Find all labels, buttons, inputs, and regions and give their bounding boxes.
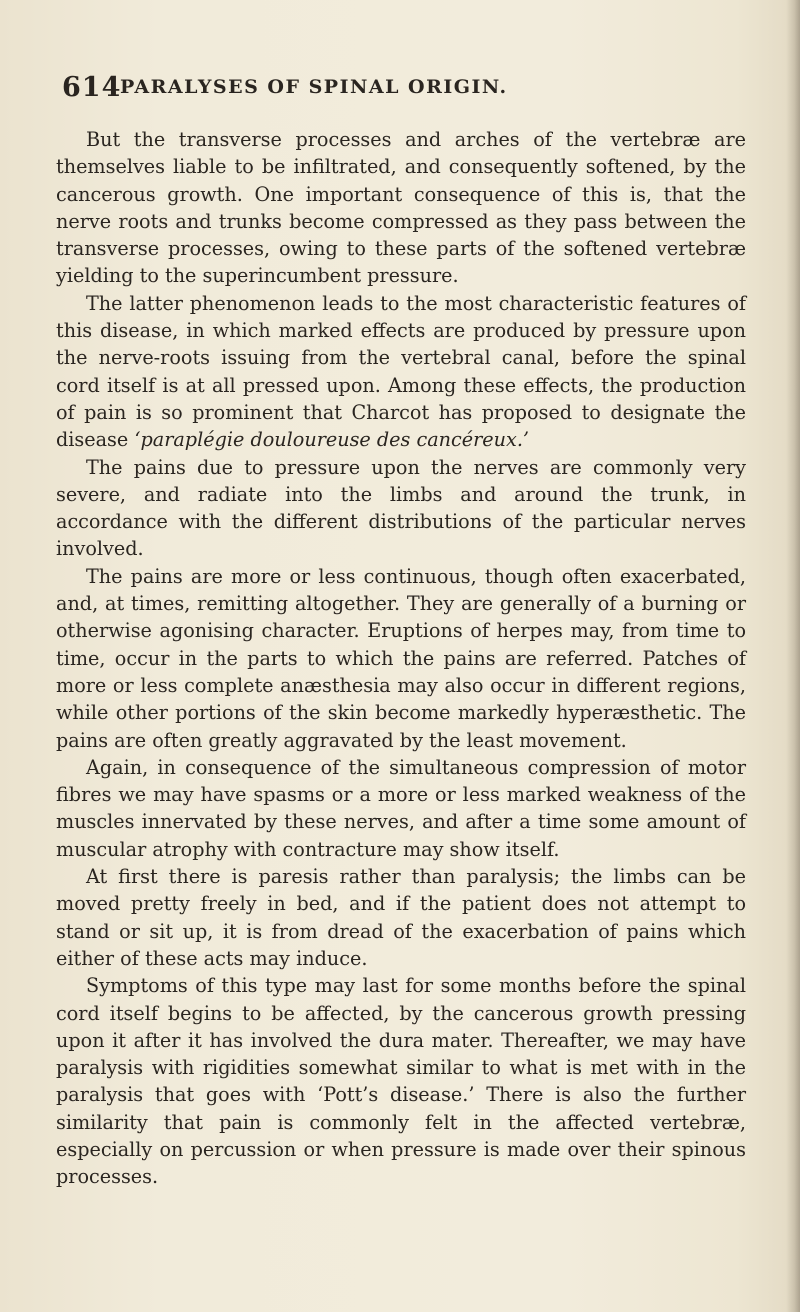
paragraph-text: The latter phenomenon leads to the most characteristic features of this disease, in which marked effects are produced by pressure upon the nerve-roots issuing from the vertebral canal, before the spinal cord itself is at all pressed upon. Among these effects, the production of pain is so prominent that Charcot has proposed to designate the disease (56, 291, 746, 452)
page-header (62, 72, 622, 102)
body-text (56, 126, 746, 1191)
paragraph: At first there is paresis rather than paralysis; the limbs can be moved pretty freely in bed, and if the patient does not attempt to stand or sit up, it is from dread of the exacerbation of pains which either of these acts may induce. (56, 865, 746, 970)
page-edge-shadow (786, 0, 800, 1312)
running-head: PARALYSES OF SPINAL ORIGIN. (120, 76, 508, 98)
paragraph: Symptoms of this type may last for some months before the spinal cord itself begins to be affected, by the cancerous growth pressing upon it after it has involved the dura mater. Thereafter, we may have paralysis with rigidities somewhat similar to what is met with in the paralysis that goes with ‘Pott’s disease.’ There is also the further similarity that pain is commonly felt in the affected vertebræ, especially on percussion or when pressure is made over their spinous processes. (56, 974, 746, 1189)
italic-term: ‘paraplégie douloureuse des cancéreux.’ (134, 428, 530, 452)
paragraph: Again, in consequence of the simultaneous compression of motor fibres we may have spasms or a more or less marked weakness of the muscles innervated by these nerves, and after a time some amount of muscular atrophy with contracture may show itself. (56, 755, 746, 861)
paragraph: The pains due to pressure upon the nerves are commonly very severe, and radiate into the limbs and around the trunk, in accordance with the different distributions of the particular nerves involved. (56, 455, 746, 561)
paragraph: But the transverse processes and arches of the vertebræ are themselves liable to be infiltrated, and consequently softened, by the cancerous growth. One important consequence of this is, that the nerve roots and trunks become compressed as they pass between the transverse processes, owing to these parts of the softened vertebræ yielding to the superincumbent pressure. (56, 128, 746, 288)
paragraph (56, 290, 746, 454)
paragraph: The pains are more or less continuous, though often exacerbated, and, at times, remitting altogether. They are generally of a burning or otherwise agonising character. Eruptions of herpes may, from time to time, occur in the parts to which the pains are referred. Patches of more or less complete anæsthesia may also occur in different regions, while other portions of the skin become markedly hyperæsthetic. The pains are often greatly aggravated by the least movement. (56, 564, 746, 752)
page-number: 614 (62, 72, 122, 103)
